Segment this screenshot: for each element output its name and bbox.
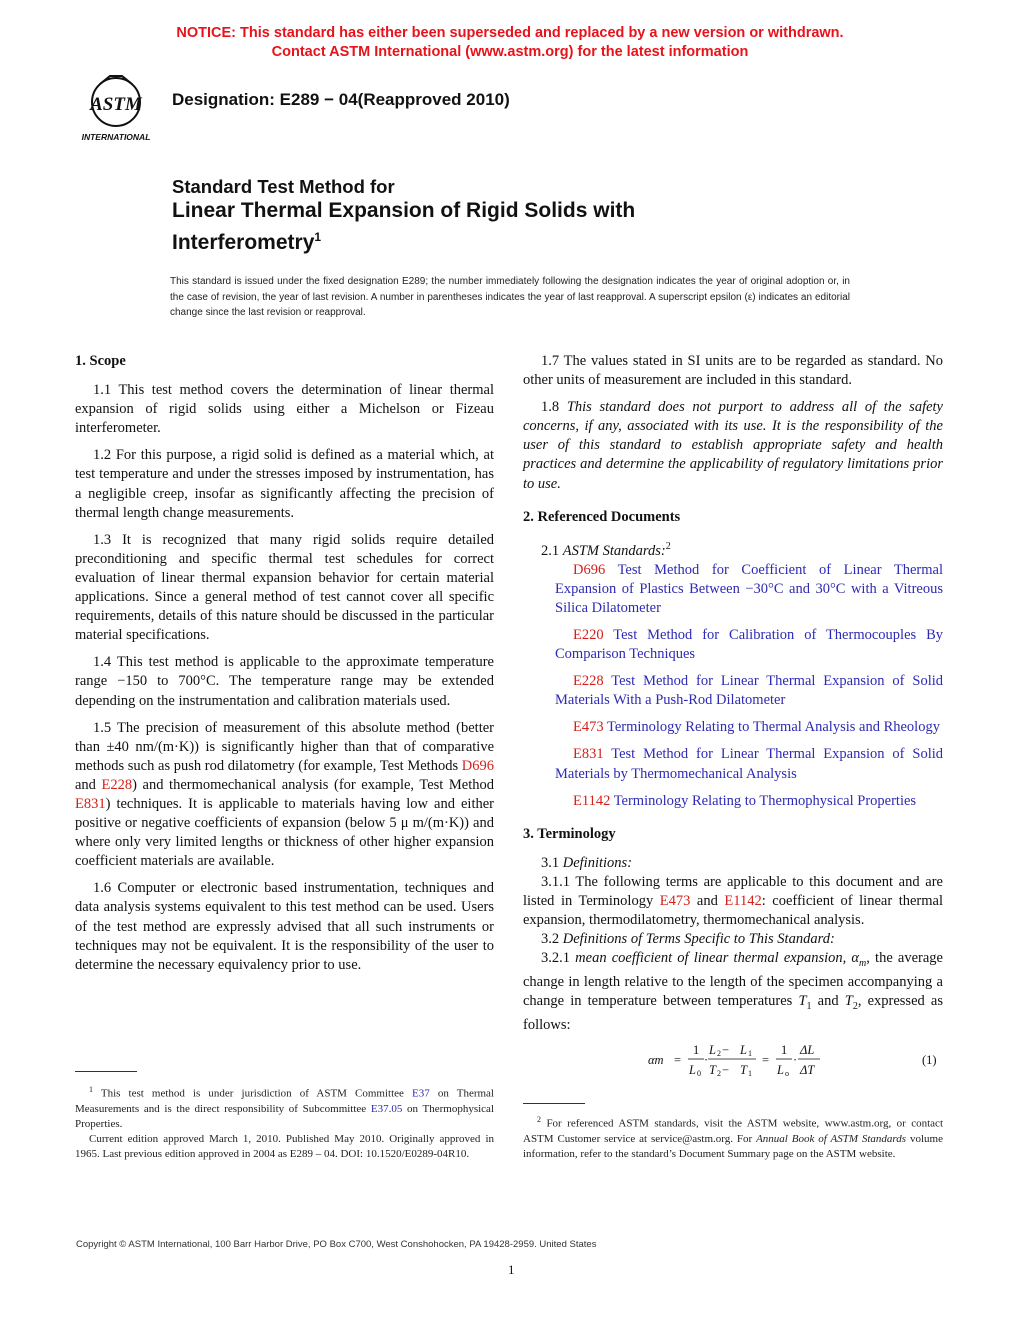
footnote-1: $^1$ This test method is under jurisdiction of ASTM Committee E37 on Thermal Measurements and is the direct responsibility of Subcommittee E37.05 on Thermophysical Properties. Current edition approved March 1, 2010. Published May 2010. Originally approved in 1965. Last previous edition approved in 2004 as E289 – 04. DOI: 10.1520/E0289-04R10. [75, 1085, 494, 1160]
section-heading-terminology: 3. Terminology [523, 825, 616, 842]
reference-title-link[interactable]: Test Method for Linear Thermal Expansion of Solid Materials by Thermomechanical Analysis [555, 746, 943, 782]
reference-title-link[interactable]: Terminology Relating to Thermal Analysis and Rheology [603, 719, 940, 736]
right-column [523, 352, 943, 1035]
eq-dot-1: · [704, 1053, 709, 1067]
reference-item [523, 561, 943, 618]
footnote-rule-left [75, 1071, 137, 1072]
reference-item [523, 745, 943, 783]
reference-code-link[interactable]: E1142 [573, 792, 611, 809]
equation-1 [648, 1042, 943, 1078]
notice-line-2: Contact ASTM International (www.astm.org) for the latest information [271, 44, 749, 60]
footnote-1-edition: Current edition approved March 1, 2010. Published May 2010. Originally approved in 1965. Last previous edition approved in 2004 as E289 – 04. DOI: 10.1520/E0289-04R10. [75, 1132, 494, 1160]
para-1-8: 1.8 This standard does not purport to address all of the safety concerns, if any, associated with its use. It is the responsibility of the user of this standard to establish appropriate safety and health practices and determine the applicability of regulatory limitations prior to use. [523, 399, 943, 492]
reference-item [523, 672, 943, 710]
logo-letters: ASTM [90, 94, 142, 115]
title-footnote-mark: 1 [314, 230, 322, 244]
title-line-3: Interferometry [172, 231, 315, 254]
eq-t1: T [740, 1063, 747, 1077]
eq-l0: L [689, 1063, 696, 1077]
link-e1142[interactable]: E1142 [724, 892, 762, 909]
eq-l1-sub: 1 [748, 1049, 752, 1058]
eq-l1: L [740, 1043, 747, 1057]
eq-equals-1: = [674, 1053, 682, 1067]
eq-one-2: 1 [781, 1043, 788, 1057]
eq-minus-1: − [722, 1043, 730, 1057]
reference-code-link[interactable]: E473 [573, 719, 604, 736]
para-1-2: 1.2 For this purpose, a rigid solid is defined as a material which, at test temperature and under the stresses imposed by instrumentation, has a negligible creep, insofar as significantly affecting the precision of thermal length change measurements. [75, 447, 494, 521]
reference-title-link[interactable]: Test Method for Calibration of Thermocouples By Comparison Techniques [555, 626, 943, 663]
para-1-1: 1.1 This test method covers the determination of linear thermal expansion of rigid solids using either a Michelson or Fizeau interferometer. [75, 382, 494, 437]
para-1-6: 1.6 Computer or electronic based instrumentation, techniques and data analysis systems equivalent to this test method can be used. Users of the test method are expressly advised that all such instruments or techniques may not be equivalent. It is the responsibility of the user to determine the necessary equivalency prior to use. [75, 880, 494, 973]
logo-caption: INTERNATIONAL [81, 132, 151, 142]
eq-equals-2: = [762, 1053, 770, 1067]
reference-code-link[interactable]: D696 [573, 561, 606, 578]
eq-delta-l: ΔL [800, 1043, 815, 1057]
reference-code-link[interactable]: E228 [573, 673, 604, 690]
eq-l2-sub: 2 [717, 1049, 721, 1058]
title-line-1: Standard Test Method for [172, 176, 395, 197]
page-number: 1 [508, 1262, 515, 1277]
notice-banner [0, 24, 1020, 62]
link-e228[interactable]: E228 [101, 776, 133, 793]
para-3-1: 3.1 Definitions: [541, 854, 633, 871]
para-3-2-1: 3.2.1 mean coefficient of linear thermal expansion, $\alpha_m$, the average change in length relative to the length of the specimen accompanying a change in temperature between temperatures $T_1$ and $T_2$, expressed as follows: [523, 950, 943, 1034]
eq-minus-2: − [722, 1063, 730, 1077]
link-e37-05[interactable]: E37.05 [370, 1102, 403, 1115]
reference-title-link[interactable]: Terminology Relating to Thermophysical Properties [610, 792, 917, 809]
referenced-standards-list [523, 561, 943, 811]
link-e37[interactable]: E37 [412, 1087, 430, 1100]
eq-t2: T [709, 1063, 716, 1077]
link-d696[interactable]: D696 [461, 757, 494, 774]
link-e473[interactable]: E473 [659, 892, 691, 909]
reference-code-link[interactable]: E220 [573, 626, 604, 643]
para-3-2: 3.2 Definitions of Terms Specific to This Standard: [541, 931, 835, 948]
equation-number: (1) [922, 1053, 937, 1067]
eq-one-1: 1 [693, 1043, 700, 1057]
eq-delta-t: ΔT [800, 1063, 815, 1077]
footnote-2: $^2$ For referenced ASTM standards, visit the ASTM website, www.astm.org, or contact ASTM Customer service at service@astm.org. For Annual Book of ASTM Standards volume information, refer to the standard’s Document Summary page on the ASTM website. [523, 1115, 943, 1160]
link-e831[interactable]: E831 [75, 795, 106, 812]
para-1-7: 1.7 The values stated in SI units are to be regarded as standard. No other units of measurement are included in this standard. [523, 353, 943, 389]
para-2-1: 2.1 ASTM Standards:$^2$ [541, 540, 671, 559]
notice-line-1: NOTICE: This standard has either been superseded and replaced by a new version or withdrawn. [176, 25, 844, 41]
para-1-4: 1.4 This test method is applicable to the approximate temperature range −150 to 700°C. The temperature range may be extended depending on the instrumentation and calibration materials used. [75, 654, 494, 709]
copyright-line: Copyright © ASTM International, 100 Barr Harbor Drive, PO Box C700, West Conshohocken, PA 19428-2959. United States [76, 1239, 597, 1250]
document-title [172, 176, 635, 256]
reference-title-link[interactable]: Test Method for Coefficient of Linear Thermal Expansion of Plastics Between −30°C and 30°C with a Vitreous Silica Dilatometer [555, 561, 943, 616]
title-line-2: Linear Thermal Expansion of Rigid Solids with [172, 199, 636, 222]
reference-item [523, 718, 943, 737]
eq-lhs: αm [648, 1053, 664, 1067]
eq-l0-sub: 0 [697, 1069, 701, 1078]
left-column [75, 352, 494, 983]
para-1-5: 1.5 The precision of measurement of this absolute method (better than ±40 nm/(m·K)) is significantly higher than that of comparative methods such as push rod dilatometry (for example, Test Methods D696 and E228) and thermomechanical analysis (for example, Test Method E831) techniques. It is applicable to materials having low and either positive or negative coefficients of expansion (below 5 μ m/(m·K)) and where only very limited lengths or thickness of other higher expansion coefficient materials are available. [75, 719, 494, 870]
section-heading-scope: 1. Scope [75, 353, 126, 369]
designation: Designation: E289 − 04(Reapproved 2010) [172, 90, 510, 109]
eq-lo: L [777, 1063, 784, 1077]
eq-t1-sub: 1 [748, 1069, 752, 1078]
preamble: This standard is issued under the fixed designation E289; the number immediately following the designation indicates the year of original adoption or, in the case of revision, the year of last revision. A number in parentheses indicates the year of last reapproval. A superscript epsilon (ε) indicates an editorial change since the last revision or reapproval. [170, 276, 850, 318]
reference-item [523, 792, 943, 811]
footnote-rule-right [523, 1103, 585, 1104]
astm-logo [70, 72, 162, 144]
reference-title-link[interactable]: Test Method for Linear Thermal Expansion of Solid Materials With a Push-Rod Dilatometer [555, 673, 943, 709]
reference-code-link[interactable]: E831 [573, 746, 604, 763]
para-3-1-1: 3.1.1 The following terms are applicable to this document and are listed in Terminology E473 and E1142: coefficient of linear thermal expansion, thermodilatometry, thermomechanical analysis. [523, 873, 943, 929]
eq-l2: L [709, 1043, 716, 1057]
eq-t2-sub: 2 [717, 1069, 721, 1078]
para-1-3: 1.3 It is recognized that many rigid solids require detailed preconditioning and specific thermal test schedules for correct evaluation of linear thermal expansion behavior for certain material applications. Since a general method of test cannot cover all specific requirements, details of this nature should be discussed in the particular material specifications. [75, 531, 494, 644]
eq-lo-sub: o [785, 1069, 789, 1078]
reference-item [523, 626, 943, 664]
eq-dot-2: · [793, 1053, 798, 1067]
section-heading-referenced-documents: 2. Referenced Documents [523, 508, 681, 525]
